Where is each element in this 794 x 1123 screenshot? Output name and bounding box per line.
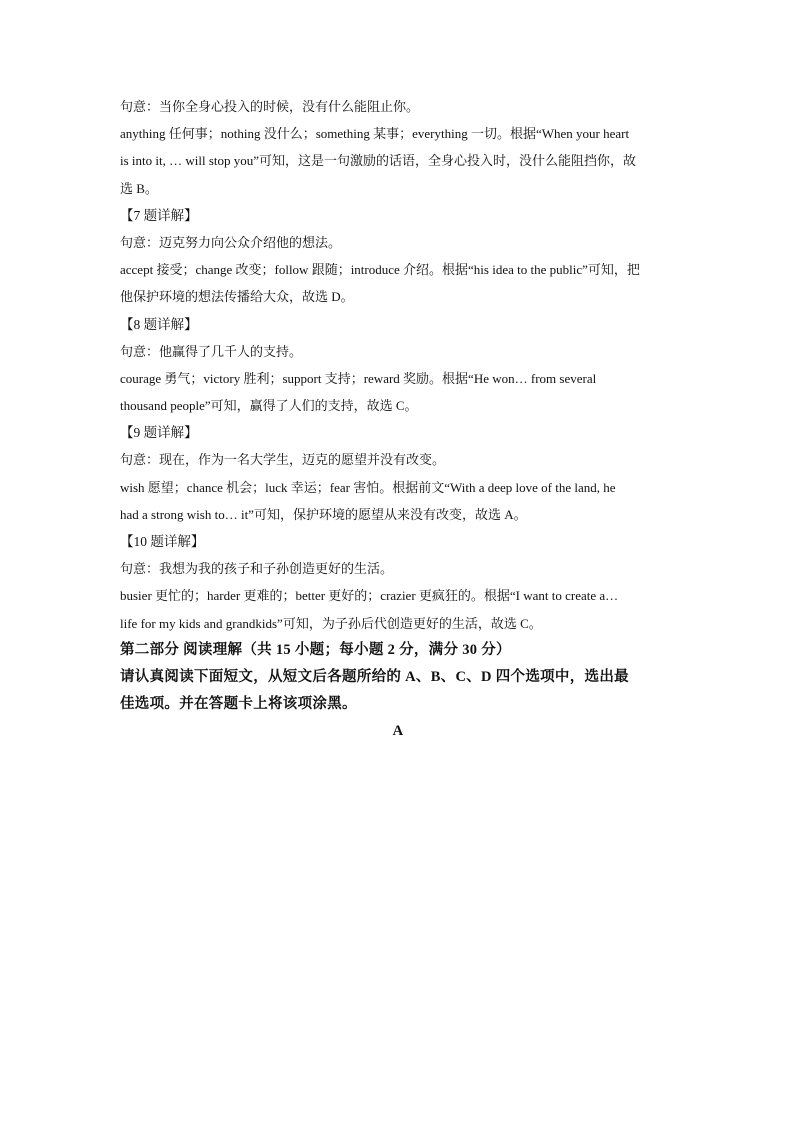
explanation-line: accept 接受；change 改变；follow 跟随；introduce 介绍。根据“his idea to the public”可知，把 (120, 262, 640, 278)
section-instruction: 佳选项。并在答题卡上将该项涂黑。 (120, 696, 357, 713)
explanation-line: 选 B。 (120, 180, 158, 196)
explanation-line: had a strong wish to… it”可知，保护环境的愿望从来没有改变，故选 A。 (120, 506, 527, 522)
question-10-heading: 【10 题详解】 (120, 534, 205, 549)
sentence-meaning-line: 句意：我想为我的孩子和子孙创造更好的生活。 (120, 561, 394, 577)
question-8-heading: 【8 题详解】 (120, 316, 198, 332)
question-7-heading: 【7 题详解】 (120, 207, 198, 223)
explanation-line: courage 勇气；victory 胜利；support 支持；reward 奖励。根据“He won… from several (120, 370, 597, 386)
sentence-meaning-line: 句意：他赢得了几千人的支持。 (120, 343, 303, 359)
explanation-line: thousand people”可知，赢得了人们的支持，故选 C。 (120, 398, 418, 414)
section-title: 第二部分 阅读理解（共 15 小题；每小题 2 分，满分 30 分） (120, 641, 511, 658)
explanation-line: wish 愿望；chance 机会；luck 幸运；fear 害怕。根据前文“With a deep love of the land, he (120, 479, 616, 495)
section-instruction: 请认真阅读下面短文，从短文后各题所给的 A、B、C、D 四个选项中，选出最 (120, 668, 629, 685)
question-9-heading: 【9 题详解】 (120, 425, 198, 441)
sentence-meaning-line: 句意：当你全身心投入的时候，没有什么能阻止你。 (120, 99, 420, 114)
explanation-line: is into it, … will stop you”可知，这是一句激励的话语，全身心投入时，没什么能阻挡你，故 (120, 153, 637, 169)
sentence-meaning-line: 句意：迈克努力向公众介绍他的想法。 (120, 234, 342, 250)
page-content (120, 93, 676, 746)
explanation-line: busier 更忙的；harder 更难的；better 更好的；crazier 更疯狂的。根据“I want to create a… (120, 588, 619, 604)
explanation-line: life for my kids and grandkids”可知，为子孙后代创造更好的生活，故选 C。 (120, 615, 542, 631)
explanation-line: 他保护环境的想法传播给大众，故选 D。 (120, 289, 354, 305)
sentence-meaning-line: 句意：现在，作为一名大学生，迈克的愿望并没有改变。 (120, 452, 446, 468)
passage-label: A (392, 723, 404, 740)
explanation-line: anything 任何事；nothing 没什么；something 某事；everything 一切。根据“When your heart (120, 126, 630, 142)
